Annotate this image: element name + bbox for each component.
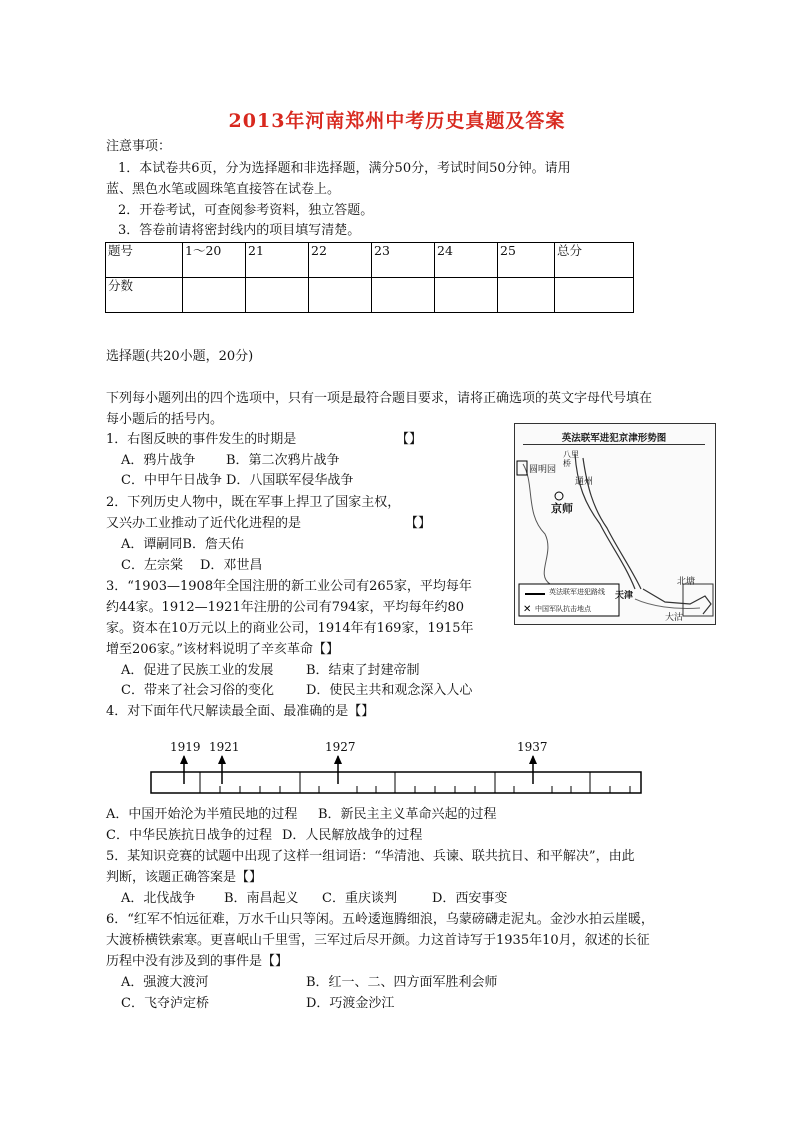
q6-option-b: B．红一、二、四方面军胜利会师 [306, 975, 498, 990]
q3-option-a: A．促进了民族工业的发展 [121, 663, 274, 678]
map-place-jingshi: 京师 [551, 502, 573, 515]
q2-stem-2: 又兴办工业推动了近代化进程的是 [106, 516, 302, 531]
section-instruction: 下列每小题列出的四个选项中，只有一项是最符合题目要求，请将正确选项的英文字母代号填在 [106, 391, 653, 406]
score-input-cell[interactable] [435, 278, 498, 313]
score-input-cell[interactable] [498, 278, 555, 313]
note-1a: 1．本试卷共6页，分为选择题和非选择题，满分50分，考试时间50分钟。请用 [118, 161, 571, 176]
q1-option-a: A．鸦片战争 [121, 453, 196, 468]
q6-option-c: C．飞夺泸定桥 [121, 996, 209, 1011]
q6-line-3: 历程中没有涉及到的事件是【】 [106, 954, 289, 969]
score-header-cell: 24 [435, 243, 498, 278]
map-legend-battle: 中国军队抗击地点 [535, 605, 591, 613]
map-place-yuanmingyuan: 圆明园 [529, 465, 557, 475]
score-table [105, 242, 634, 313]
q3-line-3: 家。资本在10万元以上的商业公司，1914年有169家，1915年 [106, 621, 474, 636]
q5-option-b: B．南昌起义 [224, 891, 299, 906]
section-instruction-2: 每小题后的括号内。 [106, 412, 224, 427]
q3-line-2: 约44家。1912—1921年注册的公司有794家，平均每年约80 [106, 600, 465, 615]
q5-line-1: 5．某知识竞赛的试题中出现了这样一组词语：“华清池、兵谏、联共抗日、和平解决”，由此 [106, 849, 635, 864]
map-figure [514, 423, 716, 625]
map-place-baliqiao: 八里桥 [563, 450, 579, 468]
note-1b: 蓝、黑色水笔或圆珠笔直接答在试卷上。 [106, 182, 341, 197]
score-input-cell[interactable] [372, 278, 435, 313]
q2-option-c: C．左宗棠 [121, 558, 183, 573]
score-input-cell[interactable] [183, 278, 246, 313]
q3-option-c: C．带来了社会习俗的变化 [121, 683, 274, 698]
score-input-cell[interactable] [309, 278, 372, 313]
score-header-cell: 题号 [106, 243, 183, 278]
score-input-cell[interactable] [555, 278, 634, 313]
cross-icon: ✕ [523, 604, 532, 615]
score-row-label: 分数 [106, 278, 183, 313]
note-3: 3．答卷前请将密封线内的项目填写清楚。 [118, 223, 361, 238]
q4-option-b: B．新民主主义革命兴起的过程 [318, 807, 497, 822]
q3-line-4: 增至206家。”该材料说明了辛亥革命【】 [106, 642, 339, 657]
timeline-ruler [150, 740, 642, 800]
q3-line-1: 3．“1903—1908年全国注册的新工业公司有265家，平均每年 [106, 579, 472, 594]
q2-option-ab: A．谭嗣同B．詹天佑 [121, 537, 244, 552]
score-header-cell: 23 [372, 243, 435, 278]
note-2: 2．开卷考试，可查阅参考资料，独立答题。 [118, 203, 374, 218]
score-header-cell: 总分 [555, 243, 634, 278]
timeline-year-1927: 1927 [325, 740, 356, 754]
q3-option-b: B．结束了封建帝制 [306, 663, 420, 678]
score-header-cell: 25 [498, 243, 555, 278]
q4-option-d: D．人民解放战争的过程 [282, 828, 423, 843]
map-place-tianjin: 天津 [615, 591, 634, 601]
q1-answer-bracket[interactable]: 【】 [396, 432, 423, 447]
q6-line-2: 大渡桥横铁索寒。更喜岷山千里雪，三军过后尽开颜。力这首诗写于1935年10月，叙述的长征 [106, 933, 650, 948]
q3-option-d: D．使民主共和观念深入人心 [306, 683, 473, 698]
q1-option-b: B．第二次鸦片战争 [226, 453, 340, 468]
q1-stem: 1．右图反映的事件发生的时期是 [106, 432, 297, 447]
score-header-cell: 21 [246, 243, 309, 278]
q4-option-a: A．中国开始沦为半殖民地的过程 [106, 807, 298, 822]
notes-heading: 注意事项： [106, 139, 172, 154]
q4-stem: 4．对下面年代尺解读最全面、最准确的是【】 [106, 704, 375, 719]
score-header-cell: 22 [309, 243, 372, 278]
q6-line-1: 6．“红军不怕远征难，万水千山只等闲。五岭逶迤腾细浪，乌蒙磅礴走泥丸。金沙水拍云崖暖， [106, 912, 654, 927]
q6-option-d: D．巧渡金沙江 [306, 996, 395, 1011]
q5-option-a: A．北伐战争 [121, 891, 196, 906]
q5-option-c: C．重庆谈判 [322, 891, 397, 906]
map-place-dagu: 大沽 [665, 613, 684, 623]
timeline-year-1937: 1937 [517, 740, 548, 754]
q5-line-2: 判断，该题正确答案是【】 [106, 870, 263, 885]
section-heading: 选择题(共20小题，20分) [106, 349, 254, 364]
score-header-cell: 1～20 [183, 243, 246, 278]
timeline-year-1921: 1921 [209, 740, 240, 754]
map-title: 英法联军进犯京津形势图 [523, 430, 705, 445]
map-legend-route: 英法联军进犯路线 [549, 588, 605, 596]
timeline-year-1919: 1919 [170, 740, 201, 754]
q1-option-d: D．八国联军侵华战争 [226, 473, 354, 488]
q2-answer-bracket[interactable]: 【】 [405, 516, 432, 531]
q5-option-d: D．西安事变 [432, 891, 508, 906]
q2-stem-1: 2．下列历史人物中，既在军事上捍卫了国家主权， [106, 495, 401, 510]
map-place-beitang: 北塘 [677, 577, 696, 587]
q1-option-c: C．中甲午日战争 [121, 473, 222, 488]
page-title: 2013年河南郑州中考历史真题及答案 [228, 110, 566, 132]
timeline [150, 740, 642, 800]
q2-option-d: D．邓世昌 [200, 558, 263, 573]
map-place-tongzhou: 通州 [575, 477, 594, 487]
q4-option-c: C．中华民族抗日战争的过程 [106, 828, 272, 843]
score-input-cell[interactable] [246, 278, 309, 313]
q6-option-a: A．强渡大渡河 [121, 975, 209, 990]
